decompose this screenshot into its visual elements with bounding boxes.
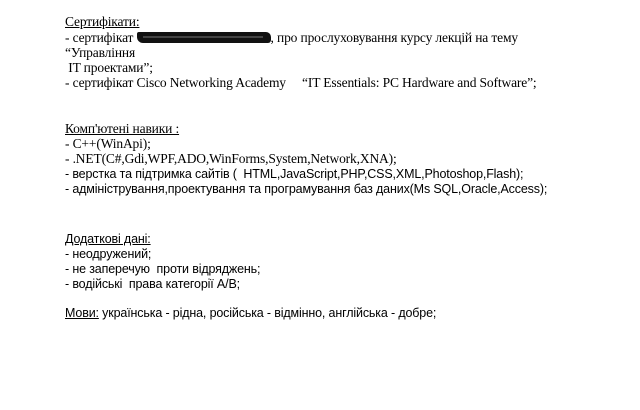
skill-item: - C++(WinApi);	[65, 136, 151, 151]
languages-text: українська - рідна, російська - відмінно, англійська - добре;	[98, 306, 437, 320]
languages-heading: Мови:	[65, 306, 99, 320]
certificate-line-3: IT проектами”;	[65, 60, 153, 75]
additional-item: - водійські права категорії А/В;	[65, 277, 240, 291]
redacted-text	[137, 32, 271, 43]
certificates-heading: Сертифікати:	[65, 14, 140, 29]
skill-item: - адміністрування,проектування та програмування баз даних(Ms SQL,Oracle,Access);	[65, 182, 548, 196]
additional-item: - не заперечую проти відряджень;	[65, 262, 261, 276]
skills-heading: Комп'ютені навики :	[65, 121, 180, 136]
certificate-line-1	[65, 30, 518, 46]
certificate-line-4: - сертифікат Cisco Networking Academy “IT Essentials: PC Hardware and Software”;	[65, 75, 537, 90]
certificate-prefix: - сертифікат	[65, 30, 137, 45]
languages-line	[65, 305, 436, 321]
certificate-line-2: “Управління	[65, 45, 136, 60]
additional-heading: Додаткові дані:	[65, 232, 151, 246]
skill-item: - верстка та підтримка сайтів ( HTML,JavaScript,PHP,CSS,XML,Photoshop,Flash);	[65, 167, 524, 181]
skill-item: - .NET(C#,Gdi,WPF,ADO,WinForms,System,Network,XNA);	[65, 151, 397, 166]
additional-item: - неодружений;	[65, 247, 152, 261]
certificate-suffix: , про прослуховування курсу лекцій на тему	[270, 30, 518, 45]
